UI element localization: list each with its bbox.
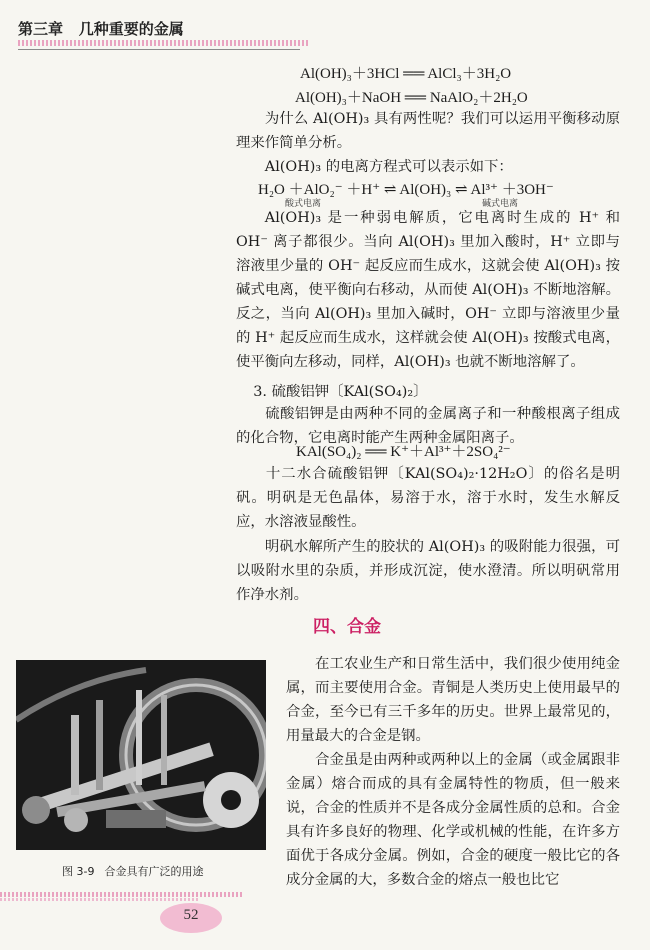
- paragraph-weak-electrolyte: [236, 206, 620, 374]
- equation-naoh: [295, 86, 528, 107]
- figure-number: 图 3-9: [62, 865, 95, 878]
- eq1-left: Al(OH)₃＋3HCl: [300, 66, 400, 82]
- section-title-alloy: 四、合金: [313, 617, 381, 637]
- equilibrium-arrow-icon: ⇌: [455, 182, 468, 198]
- alum-right: K⁺＋Al³⁺＋2SO₄²⁻: [390, 444, 511, 460]
- alum-arrow: ══: [365, 444, 387, 460]
- paragraph-adsorb: [236, 535, 620, 607]
- eq2-right: NaAlO₂＋2H₂O: [429, 90, 528, 106]
- ion-left: H₂O ＋AlO₂⁻ ＋H⁺: [258, 182, 381, 198]
- equation-alum: [296, 440, 511, 461]
- eq1-arrow: ══: [403, 66, 425, 82]
- footer-decor-bar: [0, 892, 242, 897]
- p-adsorb-text: 明矾水解所产生的胶状的 Al(OH)₃ 的吸附能力很强，可以吸附水里的杂质，并形成沉淀，使水澄清。所以明矾常用作净水剂。: [236, 539, 620, 603]
- figure-caption: [62, 863, 203, 879]
- p-alum-text: 硫酸铝钾是由两种不同的金属离子和一种酸根离子组成的化合物，它电离时能产生两种金属阳离子。: [236, 406, 620, 446]
- p-alloy2-text: 合金虽是由两种或两种以上的金属（或金属跟非金属）熔合而成的具有金属特性的物质，但一般来说，合金的性质并不是各成分金属性质的总和。合金具有许多良好的物理、化学或机械的性能，在许多方面优于各成分金属。例如，合金的硬度一般比它的各成分金属的大，多数合金的熔点一般也比它: [286, 752, 620, 888]
- paragraph-mingfan: [236, 462, 620, 534]
- p-weak-text: Al(OH)₃ 是一种弱电解质，它电离时生成的 H⁺ 和 OH⁻ 离子都很少。当向 Al(OH)₃ 里加入酸时，H⁺ 立即与溶液里少量的 OH⁻ 起反应而生成水，这就会使 Al(OH)₃ 按碱式电离，使平衡向右移动，从而使 Al(OH)₃ 不断地溶解。反之，当向 Al(OH)₃ 里加入碱时，OH⁻ 立即与溶液里少量的 H⁺ 起反应而生成水，这样就会使 Al(OH)₃ 按酸式电离，使平衡向左移动，同样，Al(OH)₃ 也就不断地溶解了。: [236, 210, 620, 370]
- p-alloy1-text: 在工农业生产和日常生活中，我们很少使用纯金属，而主要使用合金。青铜是人类历史上使用最早的合金，至今已有三千多年的历史。世界上最常见的，用量最大的合金是钢。: [286, 656, 620, 744]
- acid-ionization-label: 酸式电离: [285, 199, 322, 209]
- chapter-title: 几种重要的金属: [78, 20, 184, 38]
- alum-left: KAl(SO₄)₂: [296, 444, 362, 460]
- page-number: 52: [183, 907, 199, 923]
- p-ion-text: Al(OH)₃ 的电离方程式可以表示如下：: [264, 159, 513, 175]
- chapter-header: [18, 18, 184, 39]
- alloy-photo: [16, 660, 266, 850]
- chapter-number: 第三章: [18, 20, 64, 38]
- paragraph-alloy-2: [286, 748, 620, 892]
- p-mingfan-text: 十二水合硫酸铝钾〔KAl(SO₄)₂·12H₂O〕的俗名是明矾。明矾是无色晶体，易溶于水，溶于水时，发生水解反应，水溶液显酸性。: [236, 466, 620, 530]
- heading-alum-text: 3. 硫酸铝钾〔KAl(SO₄)₂〕: [253, 384, 428, 400]
- ion-mid: Al(OH)₃: [399, 182, 452, 198]
- paragraph-ionization-intro: [236, 155, 620, 179]
- paragraph-why-amphoteric: [236, 107, 620, 155]
- header-rule: [18, 49, 300, 50]
- heading-alum: [236, 380, 620, 404]
- equilibrium-arrow-icon: ⇌: [383, 182, 397, 198]
- header-decor-bar: [18, 40, 308, 46]
- paragraph-alloy-1: [286, 652, 620, 748]
- alloy-photo-icon: [16, 660, 266, 850]
- eq2-arrow: ══: [404, 90, 427, 106]
- ion-right: Al³⁺ ＋3OH⁻: [470, 182, 554, 198]
- footer-decor-bar-2: [0, 898, 200, 901]
- eq1-right: AlCl₃＋3H₂O: [427, 66, 512, 82]
- base-ionization-label: 碱式电离: [482, 199, 519, 209]
- figure-caption-text: 合金具有广泛的用途: [104, 865, 204, 878]
- p-why-text: 为什么 Al(OH)₃ 具有两性呢？我们可以运用平衡移动原理来作简单分析。: [236, 111, 620, 151]
- equation-hcl: [300, 62, 511, 83]
- eq2-left: Al(OH)₃＋NaOH: [295, 90, 402, 106]
